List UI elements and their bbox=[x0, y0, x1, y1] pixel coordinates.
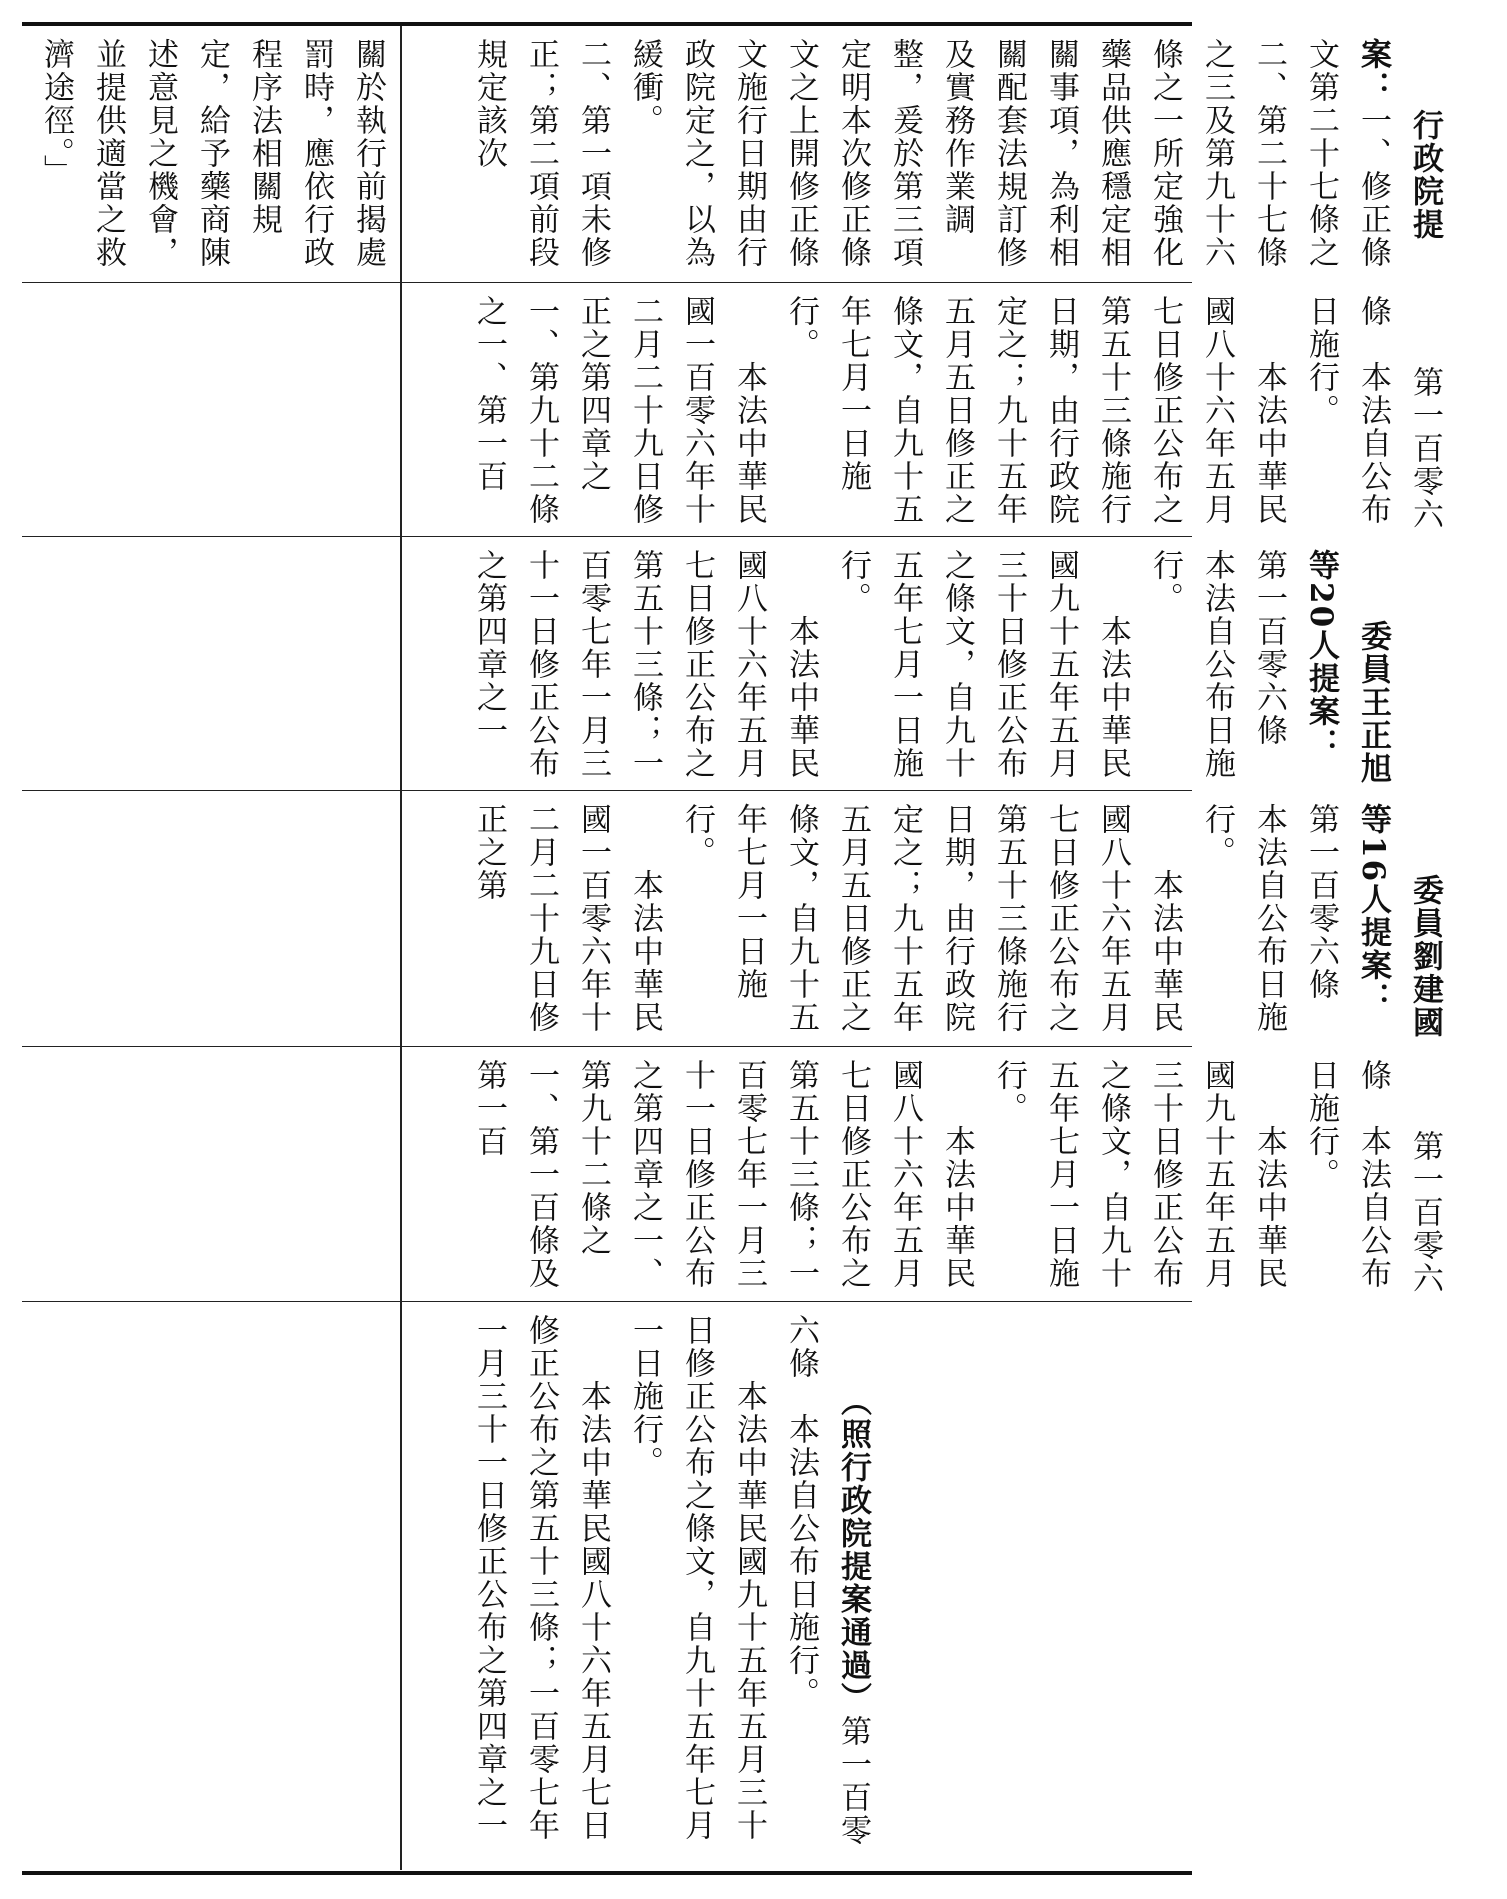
provision-content bbox=[411, 26, 1507, 282]
explanation-text: 關於執行前揭處罰時，應依行政程序法相關規定，給予藥商陳述意見之機會，並提供適當之救濟途徑。」 bbox=[38, 38, 386, 269]
column-divider bbox=[400, 1302, 402, 1870]
provision-text: 第一百零六條 本法自公布日施行。 本法中華民國九十五年五月三十日修正公布之條文，自九十五年七月一日施行。 本法中華民國八十六年五月七日修正公布之第五十三條；一百零七年一月三十一日修正公布之第四章之一、第九十二條之一、第一百條及第一百 bbox=[471, 1059, 1443, 1296]
explanation-text bbox=[30, 283, 48, 536]
table-row bbox=[22, 791, 1443, 1047]
provision-content bbox=[411, 1302, 935, 1870]
explanation-cell bbox=[22, 283, 400, 536]
bottom-rule bbox=[22, 1871, 1192, 1875]
explanation-text bbox=[30, 1302, 48, 1870]
provision-cell bbox=[403, 26, 1443, 282]
explanation-cell bbox=[22, 791, 400, 1046]
explanation-cell bbox=[22, 537, 400, 790]
explanation-cell bbox=[22, 1047, 400, 1301]
provision-content bbox=[411, 283, 1507, 536]
proposal-heading: 委員劉建國等16人提案： bbox=[1355, 803, 1443, 1040]
provision-content bbox=[411, 1047, 1507, 1301]
provision-text: 第一百零六條 本法自公布日施行。 本法中華民國八十六年五月七日修正公布之第五十三條施行日期，由行政院定之；九十五年五月五日修正之條文，自九十五年七月一日施行。 本法中華民國一百零六年十二月二十九日修正之第 bbox=[471, 803, 1339, 1034]
provision-text: 一、修正條文第二十七條之二、第二十七條之三及第九十六條之一所定強化藥品供應穩定相關事項，為利相關配套法規訂修及實務作業調整，爰於第三項定明本次修正條文之上開修正條文施行日期由行政院定之，以為緩衝。 二、第一項未修正；第二項前段規定該次 bbox=[471, 38, 1391, 269]
explanation-cell bbox=[22, 26, 400, 282]
proposal-heading: （照行政院提案通過） bbox=[835, 1385, 871, 1716]
explanation-text bbox=[30, 537, 48, 790]
column-divider bbox=[400, 537, 402, 790]
explanation-cell bbox=[22, 1302, 400, 1870]
explanation-text bbox=[30, 1047, 48, 1301]
table-row bbox=[22, 1047, 1443, 1302]
table-row bbox=[22, 283, 1443, 537]
column-divider bbox=[400, 1047, 402, 1301]
provision-text: 第一百零六條 本法自公布日施行。 本法中華民國九十五年五月三十日修正公布之條文，自九十五年七月一日施行。 本法中華民國八十六年五月七日修正公布之第五十三條；一百零七年一月三十一日修正公布之第四章之一 bbox=[471, 549, 1287, 780]
explanation-text bbox=[30, 791, 48, 1046]
provision-content bbox=[411, 791, 1507, 1046]
proposal-heading: 行政院提案： bbox=[1355, 38, 1443, 242]
column-divider bbox=[400, 26, 402, 282]
provision-content bbox=[411, 537, 1455, 790]
provision-text: 第一百零六條 本法自公布日施行。 本法中華民國九十五年五月三十日修正公布之條文，自九十五年七月一日施行。 本法中華民國八十六年五月七日修正公布之第五十三條；一百零七年一月三十一日修正公布之第四章之一 bbox=[471, 1314, 871, 1848]
provision-cell bbox=[403, 1047, 1443, 1301]
table-row bbox=[22, 1302, 1192, 1870]
proposal-heading: 委員王正旭等20人提案： bbox=[1303, 549, 1391, 786]
provision-text: 第一百零六條 本法自公布日施行。 本法中華民國八十六年五月七日修正公布之第五十三條施行日期，由行政院定之；九十五年五月五日修正之條文，自九十五年七月一日施行。 本法中華民國一百零六年十二月二十九日修正之第四章之一、第九十二條之一、第一百 bbox=[471, 295, 1443, 532]
column-divider bbox=[400, 791, 402, 1046]
provision-cell bbox=[403, 791, 1443, 1046]
provision-cell bbox=[403, 283, 1443, 536]
column-divider bbox=[400, 283, 402, 536]
provision-cell bbox=[403, 1302, 1192, 1870]
table-row bbox=[22, 26, 1443, 283]
table-row bbox=[22, 537, 1391, 791]
provision-cell bbox=[403, 537, 1391, 790]
